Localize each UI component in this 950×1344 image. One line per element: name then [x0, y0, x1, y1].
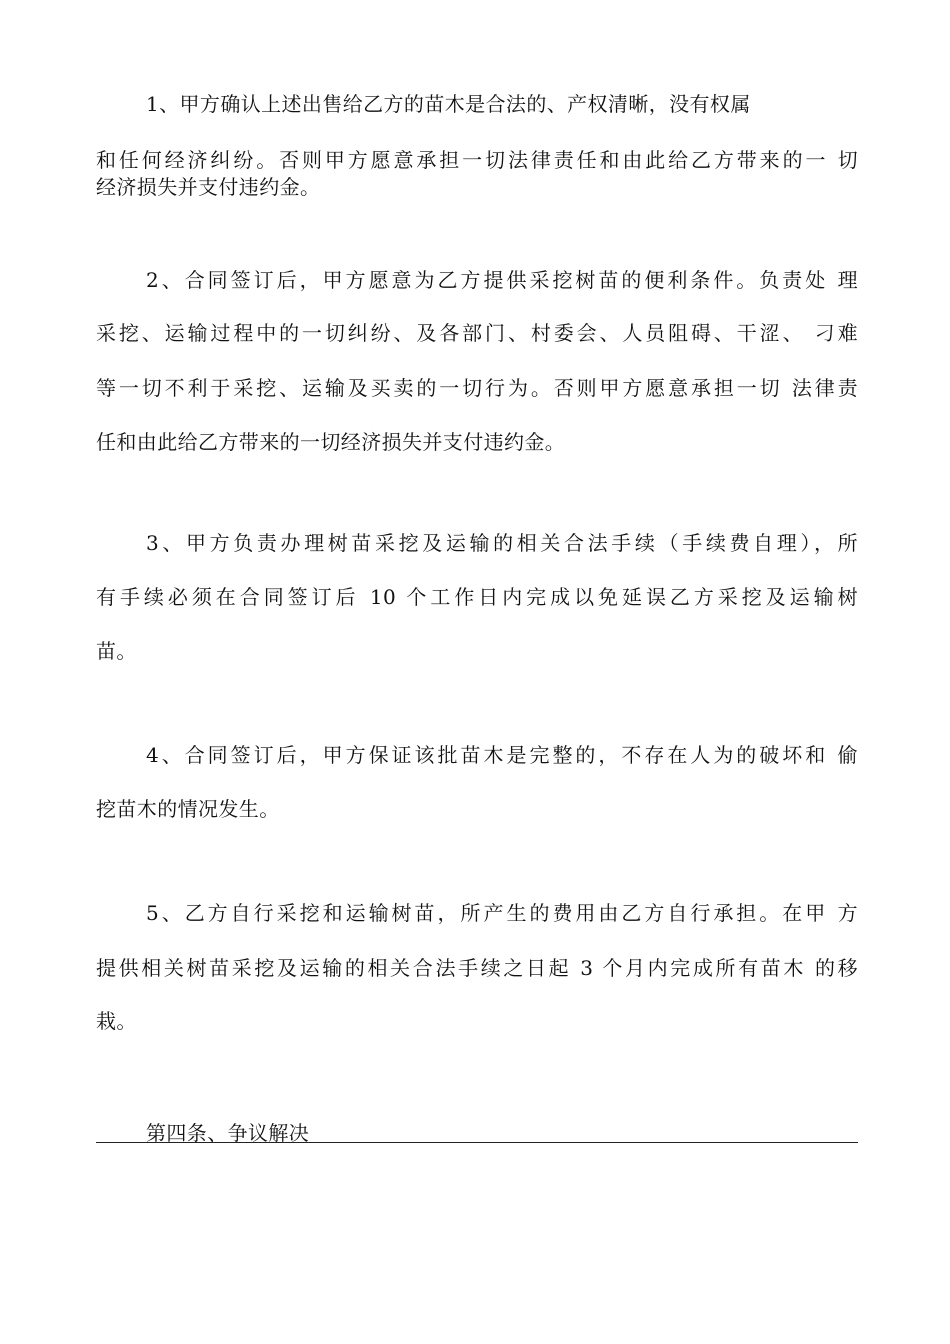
clause-2-line-3: 等一切不利于采挖、运输及买卖的一切行为。否则甲方愿意承担一切 法律责 [96, 376, 858, 400]
clause-4-line-2: 挖苗木的情况发生。 [96, 797, 280, 821]
section-heading: 第四条、争议解决 [146, 1121, 310, 1145]
clause-4-line-1: 4、合同签订后，甲方保证该批苗木是完整的，不存在人为的破坏和 偷 [146, 743, 858, 767]
clause-1-line-1: 1、甲方确认上述出售给乙方的苗木是合法的、产权清晰，没有权属 [146, 92, 751, 116]
clause-1-line-3: 经济损失并支付违约金。 [96, 175, 321, 199]
clause-2-line-1: 2、合同签订后，甲方愿意为乙方提供采挖树苗的便利条件。负责处 理 [146, 268, 858, 292]
clause-3-line-2: 有手续必须在合同签订后 10 个工作日内完成以免延误乙方采挖及运输树 [96, 585, 858, 609]
clause-2-line-4: 任和由此给乙方带来的一切经济损失并支付违约金。 [96, 430, 566, 454]
clause-1-line-2: 和任何经济纠纷。否则甲方愿意承担一切法律责任和由此给乙方带来的一 切 [96, 148, 858, 172]
clause-5-line-3: 栽。 [96, 1009, 137, 1033]
clause-5-line-2: 提供相关树苗采挖及运输的相关合法手续之日起 3 个月内完成所有苗木 的移 [96, 956, 858, 980]
clause-3-line-1: 3、甲方负责办理树苗采挖及运输的相关合法手续（手续费自理），所 [146, 531, 858, 555]
clause-3-line-3: 苗。 [96, 639, 137, 663]
clause-2-line-2: 采挖、运输过程中的一切纠纷、及各部门、村委会、人员阻碍、干涩、 刁难 [96, 321, 858, 345]
heading-underline [96, 1142, 858, 1143]
clause-5-line-1: 5、乙方自行采挖和运输树苗，所产生的费用由乙方自行承担。在甲 方 [146, 901, 858, 925]
